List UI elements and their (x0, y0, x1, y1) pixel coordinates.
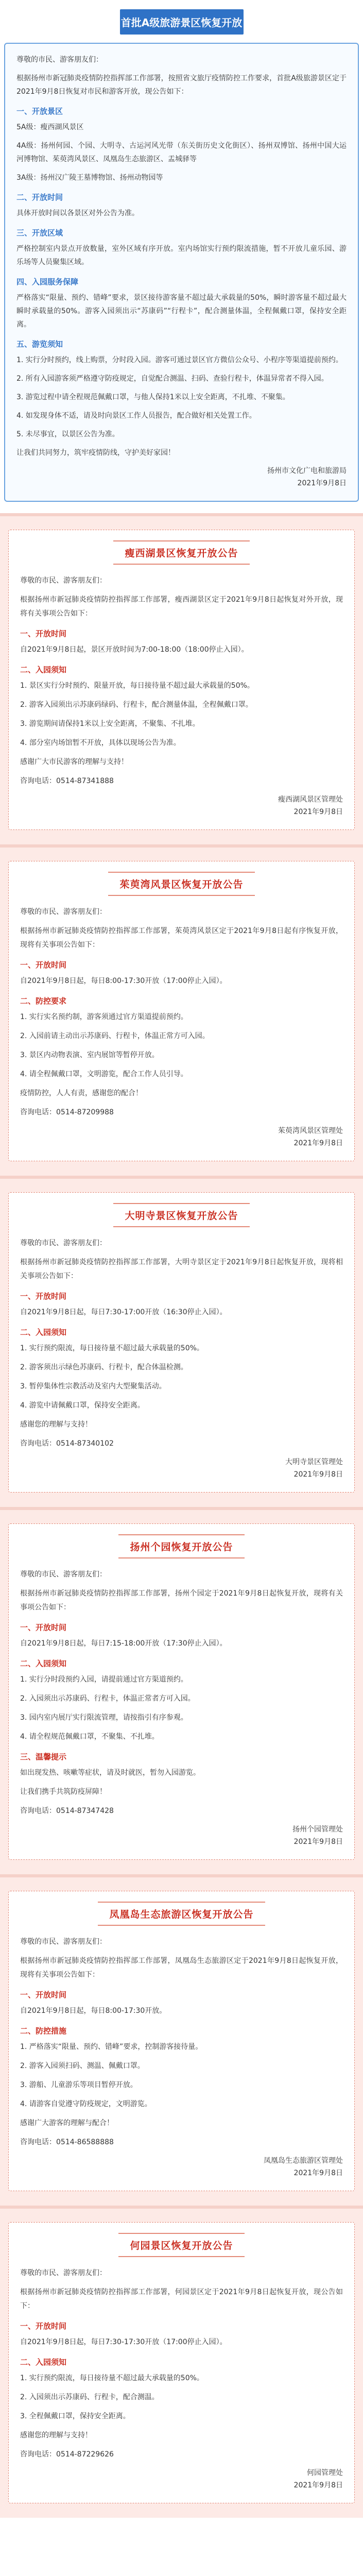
blue-notice-sections (16, 106, 347, 441)
red-section-line: 2. 游客须出示绿色苏康码、行程卡，配合体温检测。 (20, 1363, 188, 1371)
red-section-line: 自2021年9月8日起，景区开放时间为7:00-18:00（18:00停止入园）。 (20, 646, 249, 654)
red-notice-intro: 根据扬州市新冠肺炎疫情防控指挥部工作部署，何园景区定于2021年9月8日起恢复开放，现公告如下： (20, 2288, 343, 2310)
red-notice-title-wrap (20, 872, 343, 896)
red-notice-contact: 咨询电话：0514-87209988 (20, 1108, 114, 1116)
red-notice-sign-date: 2021年9月8日 (293, 2481, 343, 2489)
red-section-title: 一、开放时间 (20, 2321, 67, 2331)
red-notice-intro: 根据扬州市新冠肺炎疫情防控指挥部工作部署，大明寺景区定于2021年9月8日起恢复开放，现将相关事项公告如下： (20, 1258, 343, 1280)
blue-notice-card (4, 43, 359, 502)
red-notice-section (0, 844, 363, 1176)
red-section-title: 二、防控措施 (20, 2026, 67, 2036)
red-notice-greeting: 尊敬的市民、游客朋友们： (20, 908, 107, 916)
blue-section-line: 3. 游览过程中请全程规范佩戴口罩，与他人保持1米以上安全距离，不扎堆、不聚集。 (16, 393, 290, 401)
red-notice-contact: 咨询电话：0514-87347428 (20, 1807, 114, 1815)
red-notice-sign-date: 2021年9月8日 (293, 1470, 343, 1479)
red-section-line: 自2021年9月8日起，每日8:00-17:30开放（17:00停止入园）。 (20, 977, 227, 985)
blue-notice-section (0, 0, 363, 513)
red-section-line: 自2021年9月8日起，每日7:15-18:00开放（17:30停止入园）。 (20, 1639, 227, 1648)
red-notice-signature (20, 2467, 343, 2492)
blue-section-line: 5. 未尽事宜，以景区公告为准。 (16, 430, 119, 438)
red-section-line: 4. 请全程规范佩戴口罩，不聚集、不扎堆。 (20, 1733, 159, 1741)
blue-notice-greeting: 尊敬的市民、游客朋友们： (16, 56, 103, 64)
blue-section-line: 4. 如发现身体不适，请及时向景区工作人员报告，配合做好相关处置工作。 (16, 412, 256, 420)
red-notice-contact: 咨询电话：0514-87340102 (20, 1439, 114, 1448)
red-notice-sign-date: 2021年9月8日 (293, 808, 343, 816)
red-section-line: 2. 游客入园须扫码、测温、佩戴口罩。 (20, 2062, 145, 2070)
red-notice-signature (20, 2155, 343, 2179)
blue-section-line: 4A级：扬州何园、个园、大明寺、古运河风光带（东关街历史文化街区）、扬州双博馆、扬州中国大运河博物馆、茱萸湾风景区、凤凰岛生态旅游区、盂城驿等 (16, 142, 347, 163)
red-notice-sign-org: 瘦西湖风景区管理处 (278, 795, 343, 804)
red-notice-contact: 咨询电话：0514-87341888 (20, 777, 114, 785)
red-section-line: 4. 游览中请佩戴口罩，保持安全距离。 (20, 1401, 145, 1410)
red-notice-section (0, 2206, 363, 2518)
blue-section-line: 5A级：瘦西湖风景区 (16, 123, 84, 131)
blue-section-title: 五、游览须知 (16, 340, 63, 349)
red-notice-signature (20, 1456, 343, 1481)
blue-section-title: 三、开放区域 (16, 228, 63, 238)
red-section-title: 一、开放时间 (20, 960, 67, 970)
red-section-line: 1. 严格落实“限量、预约、错峰”要求，控制游客接待量。 (20, 2043, 203, 2051)
red-section-line: 1. 实行分时段预约入园，请提前通过官方渠道预约。 (20, 1675, 188, 1684)
red-notice-intro: 根据扬州市新冠肺炎疫情防控指挥部工作部署，茱萸湾风景区定于2021年9月8日起有序恢复开放，现将有关事项公告如下： (20, 927, 343, 949)
red-notice-intro: 根据扬州市新冠肺炎疫情防控指挥部工作部署，扬州个园定于2021年9月8日起恢复开放，现将有关事项公告如下： (20, 1589, 343, 1612)
blue-notice-signature (16, 465, 347, 489)
red-section-title: 二、入园须知 (20, 2358, 67, 2367)
blue-section-line: 3A级：扬州汉广陵王墓博物馆、扬州动物园等 (16, 174, 163, 182)
red-notice-contact: 咨询电话：0514-86588888 (20, 2138, 114, 2146)
red-notice-title: 何园景区恢复开放公告 (118, 2233, 244, 2257)
red-notice-signature (20, 793, 343, 818)
red-section-title: 二、防控要求 (20, 996, 67, 1006)
red-notice-intro: 根据扬州市新冠肺炎疫情防控指挥部工作部署，凤凰岛生态旅游区定于2021年9月8日起恢复开放，现将有关事项公告如下： (20, 1957, 343, 1979)
red-notice-sign-org: 大明寺景区管理处 (285, 1458, 343, 1466)
blue-section-title: 一、开放景区 (16, 107, 63, 116)
red-notice-section (0, 1507, 363, 1874)
red-notice-greeting: 尊敬的市民、游客朋友们： (20, 2269, 107, 2277)
red-notice-greeting: 尊敬的市民、游客朋友们： (20, 1239, 107, 1247)
red-notice-closing: 感谢您的理解与支持！ (20, 2431, 92, 2439)
red-section-line: 3. 游船、儿童游乐等项目暂停开放。 (20, 2081, 137, 2089)
blue-section-line: 严格控制室内景点开放数量，室外区域有序开放。室内场馆实行预约限流措施，暂不开放儿童乐园、游乐场等人员聚集区域。 (16, 245, 347, 266)
red-section-title: 一、开放时间 (20, 1292, 67, 1301)
red-notice-closing: 感谢您的理解与支持！ (20, 1420, 92, 1429)
red-notice-closing: 让我们携手共筑防疫屏障！ (20, 1788, 107, 1796)
red-notice-card (8, 1192, 355, 1493)
red-notice-closing: 感谢广大市民游客的理解与支持！ (20, 758, 128, 766)
red-notice-sign-org: 扬州个园管理处 (292, 1825, 343, 1834)
blue-section-line: 严格落实“限量、预约、错峰”要求，景区接待游客量不超过最大承载量的50%，瞬时游客量不超过最大瞬时承载量的50%。游客入园须出示“苏康码”“行程卡”，配合测量体温，全程佩戴口罩，保持安全距离。 (16, 294, 347, 329)
red-notice-title-wrap (20, 1902, 343, 1926)
red-section-title: 二、入园须知 (20, 665, 67, 674)
red-notice-title-wrap (20, 1534, 343, 1558)
red-notice-intro: 根据扬州市新冠肺炎疫情防控指挥部工作部署，瘦西湖景区定于2021年9月8日起恢复对外开放，现将有关事项公告如下： (20, 596, 343, 618)
blue-notice-sign-org: 扬州市文化广电和旅游局 (267, 467, 347, 475)
red-notice-sign-date: 2021年9月8日 (293, 1838, 343, 1846)
blue-section-line: 1. 实行分时预约，线上购票，分时段入园。游客可通过景区官方微信公众号、小程序等渠道提前预约。 (16, 356, 343, 364)
red-section-line: 1. 实行预约限流，每日接待量不超过最大承载量的50%。 (20, 2374, 204, 2382)
red-section-line: 2. 入园须出示苏康码、行程卡，体温正常者方可入园。 (20, 1694, 195, 1703)
red-notice-sign-org: 何园管理处 (307, 2469, 343, 2477)
red-notice-title-wrap (20, 540, 343, 565)
red-section-line: 3. 园内室内展厅实行限流管理，请按指引有序参观。 (20, 1714, 188, 1722)
blue-notice-intro: 根据扬州市新冠肺炎疫情防控指挥部工作部署，按照省文旅厅疫情防控工作要求，首批A级旅游景区定于2021年9月8日恢复对市民和游客开放，现公告如下： (16, 74, 347, 96)
red-notice-title: 大明寺景区恢复开放公告 (113, 1203, 249, 1227)
blue-section-line: 具体开放时间以各景区对外公告为准。 (16, 209, 139, 217)
red-section-title: 一、开放时间 (20, 629, 67, 638)
red-section-line: 3. 全程佩戴口罩，保持安全距离。 (20, 2412, 130, 2420)
blue-section-line: 2. 所有入园游客须严格遵守防疫规定，自觉配合测温、扫码、查验行程卡，体温异常者不得入园。 (16, 375, 329, 383)
red-notice-title: 凤凰岛生态旅游区恢复开放公告 (98, 1902, 265, 1926)
red-section-line: 2. 游客入园须出示苏康码绿码、行程卡，配合测量体温，全程佩戴口罩。 (20, 701, 253, 709)
red-section-line: 自2021年9月8日起，每日7:30-17:00开放（16:30停止入园）。 (20, 1308, 227, 1316)
red-notice-contact: 咨询电话：0514-87229626 (20, 2450, 114, 2459)
red-notice-sign-org: 茱萸湾风景区管理处 (278, 1127, 343, 1135)
red-notice-card (8, 861, 355, 1161)
red-section-line: 1. 景区实行分时预约、限量开放，每日接待量不超过最大承载量的50%。 (20, 682, 254, 690)
red-section-title: 二、入园须知 (20, 1328, 67, 1337)
red-notice-card (8, 1523, 355, 1860)
red-section-line: 4. 请全程佩戴口罩，文明游览，配合工作人员引导。 (20, 1070, 188, 1078)
red-notice-title-wrap (20, 1203, 343, 1227)
red-section-line: 自2021年9月8日起，每日8:00-17:30开放。 (20, 2007, 167, 2015)
red-notice-card (8, 2222, 355, 2503)
red-section-title: 一、开放时间 (20, 1623, 67, 1632)
red-section-line: 如出现发热、咳嗽等症状，请及时就医，暂勿入园游览。 (20, 1769, 200, 1777)
red-notice-greeting: 尊敬的市民、游客朋友们： (20, 1570, 107, 1579)
red-notice-signature (20, 1823, 343, 1848)
red-notice-greeting: 尊敬的市民、游客朋友们： (20, 1938, 107, 1946)
red-notice-title: 茱萸湾风景区恢复开放公告 (108, 872, 254, 896)
red-notice-greeting: 尊敬的市民、游客朋友们： (20, 577, 107, 585)
red-notice-section (0, 513, 363, 844)
red-section-line: 3. 游览期间请保持1米以上安全距离，不聚集、不扎堆。 (20, 720, 200, 728)
blue-section-title: 二、开放时间 (16, 193, 63, 202)
red-section-title: 三、温馨提示 (20, 1752, 67, 1761)
red-notice-card (8, 1891, 355, 2191)
red-notices-container (0, 513, 363, 2518)
red-notice-card (8, 530, 355, 830)
red-notice-section (0, 1176, 363, 1507)
blue-notice-closing: 让我们共同努力，筑牢疫情防线，守护美好家园！ (16, 449, 175, 457)
red-notice-sign-date: 2021年9月8日 (293, 2169, 343, 2177)
red-section-line: 4. 部分室内场馆暂不开放，具体以现场公告为准。 (20, 739, 181, 747)
blue-section-title: 四、入园服务保障 (16, 277, 79, 286)
red-notice-title-wrap (20, 2233, 343, 2257)
red-section-line: 4. 请游客自觉遵守防疫规定，文明游览。 (20, 2100, 152, 2108)
red-notice-sign-date: 2021年9月8日 (293, 1139, 343, 1147)
red-section-line: 2. 入园须出示苏康码、行程卡，配合测温。 (20, 2393, 159, 2401)
red-notice-closing: 感谢广大游客的理解与配合！ (20, 2119, 114, 2127)
red-section-line: 1. 实行实名预约制，游客须通过官方渠道提前预约。 (20, 1013, 188, 1021)
red-notice-title: 瘦西湖景区恢复开放公告 (113, 540, 249, 565)
red-notice-section (0, 1874, 363, 2206)
red-section-line: 3. 暂停集体性宗教活动及室内大型聚集活动。 (20, 1382, 166, 1391)
red-section-line: 自2021年9月8日起，每日7:30-17:30开放（17:00停止入园）。 (20, 2338, 227, 2346)
red-section-title: 一、开放时间 (20, 1990, 67, 1999)
red-section-line: 2. 入园前请主动出示苏康码、行程卡，体温正常方可入园。 (20, 1032, 210, 1040)
red-notice-closing: 疫情防控，人人有责，感谢您的配合！ (20, 1089, 143, 1097)
red-notice-sign-org: 凤凰岛生态旅游区管理处 (264, 2157, 343, 2165)
blue-notice-title: 首批A级旅游景区恢复开放 (120, 9, 244, 35)
red-section-title: 二、入园须知 (20, 1659, 67, 1668)
red-notice-signature (20, 1125, 343, 1149)
blue-notice-sign-date: 2021年9月8日 (297, 479, 347, 487)
red-section-line: 3. 景区内动物表演、室内展馆等暂停开放。 (20, 1051, 159, 1059)
red-notice-title: 扬州个园恢复开放公告 (118, 1534, 244, 1558)
red-section-line: 1. 实行预约限流，每日接待量不超过最大承载量的50%。 (20, 1344, 204, 1352)
